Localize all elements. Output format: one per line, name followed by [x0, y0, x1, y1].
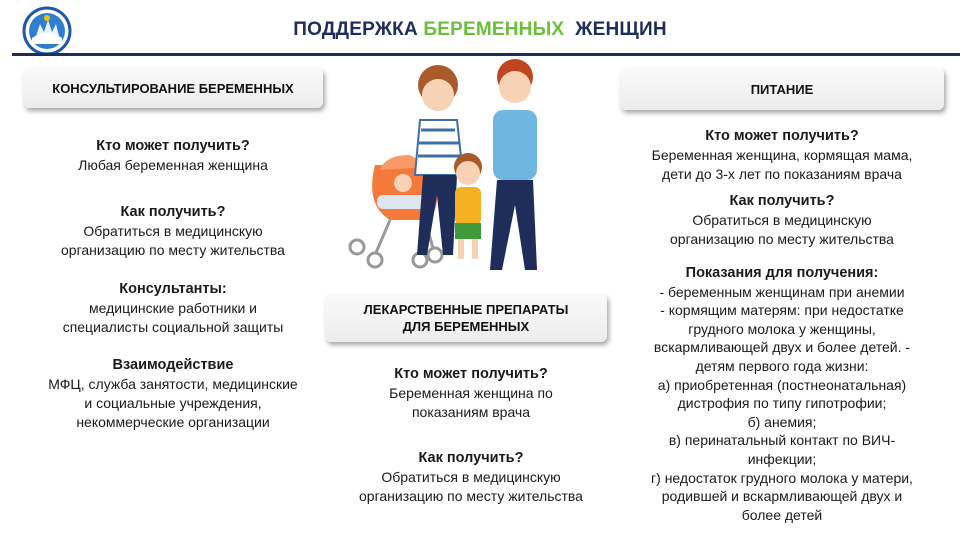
nutrition-who: Кто может получить? Беременная женщина, кормящая мама, дети до 3-х лет по показаниям врача	[620, 127, 944, 184]
family-with-stroller-icon	[335, 55, 570, 280]
nutrition-how: Как получить? Обратиться в медицинскую организацию по месту жительства	[620, 192, 944, 249]
indication-line: вскармливающей двух и более детей. -	[653, 339, 911, 356]
consulting-consultants: Консультанты: медицинские работники и специалисты социальной защиты	[23, 280, 323, 337]
indication-line: б) анемия;	[747, 413, 817, 430]
indications-question: Показания для получения:	[685, 265, 879, 281]
indication-line: - кормящим матерям: при недостатке	[660, 302, 904, 319]
medicines-header: ЛЕКАРСТВЕННЫЕ ПРЕПАРАТЫ ДЛЯ БЕРЕМЕННЫХ	[325, 294, 607, 342]
indication-line: родившей и вскармливающей двух и	[661, 488, 903, 505]
medicines-how: Как получить? Обратиться в медицинскую организацию по месту жительства	[318, 449, 624, 506]
indication-line: более детей	[741, 506, 823, 523]
indication-line: дистрофия по типу гипотрофии;	[677, 395, 887, 412]
nutrition-header: ПИТАНИЕ	[620, 68, 944, 110]
consulting-who-question: Кто может получить?	[96, 138, 250, 154]
nutrition-who-question: Кто может получить?	[705, 128, 859, 144]
consulting-how: Как получить? Обратиться в медицинскую организацию по месту жительства	[23, 203, 323, 260]
medicines-how-question: Как получить?	[418, 450, 524, 466]
indication-line: грудного молока у женщины,	[688, 320, 876, 337]
consulting-interaction: Взаимодействие МФЦ, служба занятости, медицинские и социальные учреждения, некоммерческие организации	[23, 356, 323, 432]
title-accent: БЕРЕМЕННЫХ	[423, 19, 565, 40]
consulting-who	[23, 137, 323, 175]
medicines-who: Кто может получить? Беременная женщина по показаниям врача	[318, 365, 624, 422]
title-part-1: ПОДДЕРЖКА	[293, 19, 418, 40]
indication-line: г) недостаток грудного молока у матери,	[651, 469, 913, 486]
indication-line: - беременным женщинам при анемии	[659, 283, 905, 300]
medicines-who-question: Кто может получить?	[394, 366, 548, 382]
consultants-question: Консультанты:	[119, 281, 227, 297]
indication-line: в) перинатальный контакт по ВИЧ-	[668, 432, 896, 449]
nutrition-indications	[620, 264, 944, 524]
interaction-question: Взаимодействие	[112, 357, 234, 373]
indication-line: инфекции;	[747, 450, 817, 467]
indication-line: а) приобретенная (постнеонатальная)	[657, 376, 907, 393]
page-title	[0, 19, 960, 41]
consulting-how-question: Как получить?	[120, 204, 226, 220]
consulting-who-answer: Любая беременная женщина	[78, 157, 268, 173]
consulting-header: КОНСУЛЬТИРОВАНИЕ БЕРЕМЕННЫХ	[23, 68, 323, 108]
title-part-2: ЖЕНЩИН	[575, 19, 667, 40]
nutrition-how-question: Как получить?	[729, 193, 835, 209]
indication-line: детям первого года жизни:	[695, 357, 869, 374]
